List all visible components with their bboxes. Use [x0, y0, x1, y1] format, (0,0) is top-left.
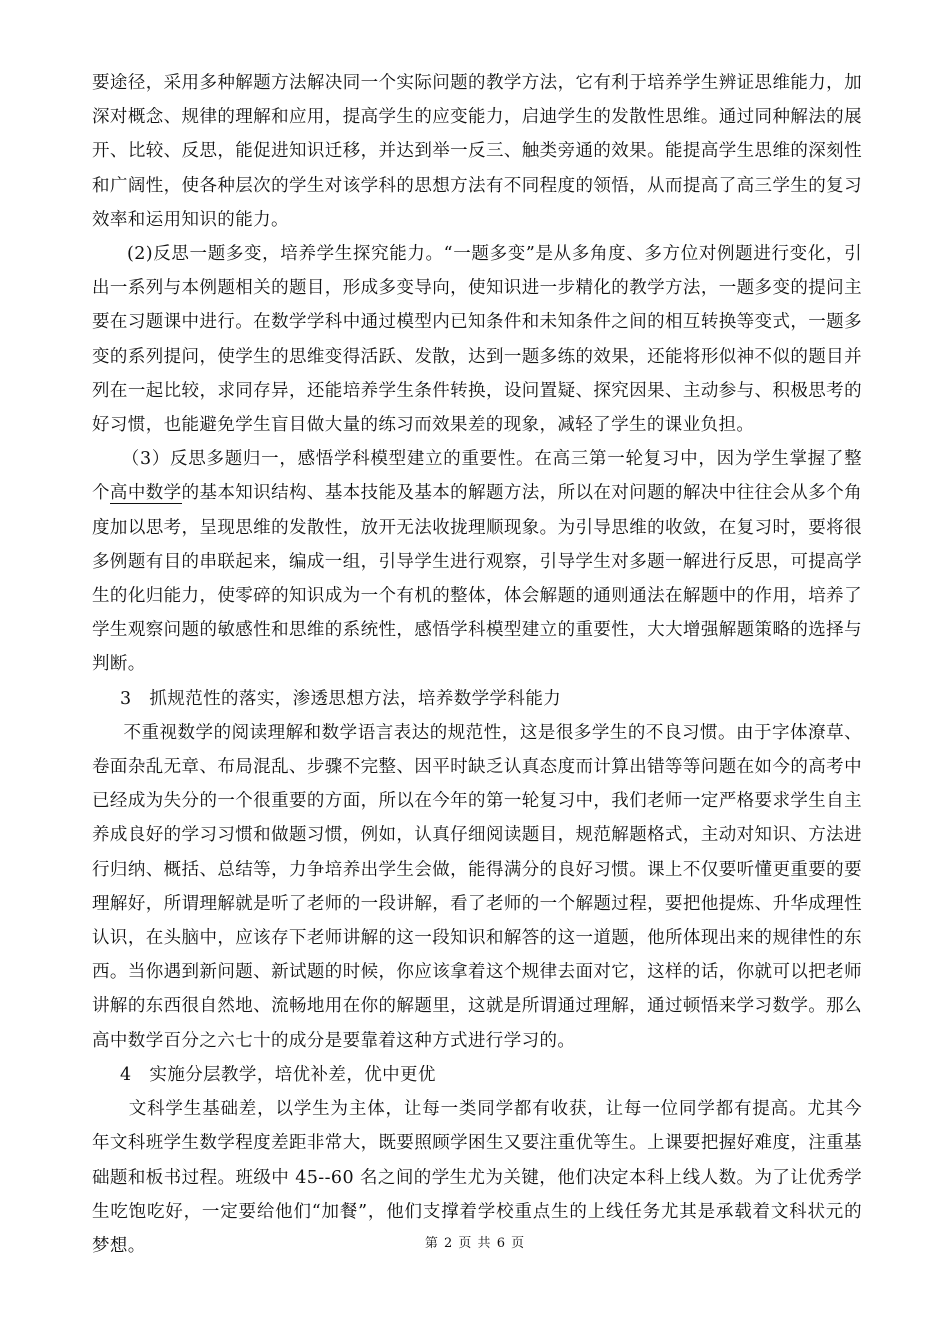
section-heading-4: 4 实施分层教学，培优补差，优中更优 [120, 1064, 436, 1085]
page-footer: 第 2 页 共 6 页 [424, 1236, 526, 1251]
section-heading-3: 3 抓规范性的落实，渗透思想方法，培养数学学科能力 [120, 688, 562, 709]
paragraph-item-3-text-a: （3）反思多题归一，感悟学科模型建立的重要性。在高三第一轮复习中，因为学生掌握了整个 [92, 449, 862, 504]
paragraph-item-3-text-b: 的基本知识结构、基本技能及基本的解题方法，所以在对问题的解决中往往会从多个角度加以思考，呈现思维的发散性，放开无法收拢理顺现象。为引导思维的收敛，在复习时，要将很多例题有目的串联起来，编成一组，引导学生进行观察，引导学生对多题一解进行反思，可提高学生的化归能力，使零碎的知识成为一个有机的整体，体会解题的通则通法在解题中的作用，培养了学生观察问题的敏感性和思维的系统性，感悟学科模型建立的重要性，大大增强解题策略的选择与判断。 [92, 483, 863, 675]
high-school-math-link[interactable]: 高中数学 [109, 483, 182, 504]
document-body [92, 66, 862, 1263]
paragraph-item-2: (2)反思一题多变，培养学生探究能力。“一题多变”是从多角度、多方位对例题进行变化，引出一系列与本例题相关的题目，形成多变导向，使知识进一步精化的教学方法，一题多变的提问主要在习题课中进行。在数学学科中通过模型内已知条件和未知条件之间的相互转换等变式，一题多变的系列提问，使学生的思维变得活跃、发散，达到一题多练的效果，还能将形似神不似的题目并列在一起比较，求同存异，还能培养学生条件转换，设问置疑、探究因果、主动参与、积极思考的好习惯，也能避免学生盲目做大量的练习而效果差的现象，减轻了学生的课业负担。 [92, 244, 862, 436]
section-4-body: 文科学生基础差，以学生为主体，让每一类同学都有收获，让每一位同学都有提高。尤其今年文科班学生数学程度差距非常大，既要照顾学困生又要注重优等生。上课要把握好难度，注重基础题和板书过程。班级中 45--60 名之间的学生尤为关键，他们决定本科上线人数。为了让优秀学生吃饱吃好，一定要给他们“加餐”，他们支撑着学校重点生的上线任务尤其是承载着文科状元的梦想。 [92, 1099, 862, 1256]
section-3-body: 不重视数学的阅读理解和数学语言表达的规范性，这是很多学生的不良习惯。由于字体潦草、卷面杂乱无章、布局混乱、步骤不完整、因平时缺乏认真态度而计算出错等等问题在如今的高考中已经成为失分的一个很重要的方面，所以在今年的第一轮复习中，我们老师一定严格要求学生自主养成良好的学习习惯和做题习惯，例如，认真仔细阅读题目，规范解题格式，主动对知识、方法进行归纳、概括、总结等，力争培养出学生会做，能得满分的良好习惯。课上不仅要听懂更重要的要理解好，所谓理解就是听了老师的一段讲解，看了老师的一个解题过程，要把他提炼、升华成理性认识，在头脑中，应该存下老师讲解的这一段知识和解答的这一道题，他所体现出来的规律性的东西。当你遇到新问题、新试题的时候，你应该拿着这个规律去面对它，这样的话，你就可以把老师讲解的东西很自然地、流畅地用在你的解题里，这就是所谓通过理解，通过顿悟来学习数学。那么高中数学百分之六七十的成分是要靠着这种方式进行学习的。 [92, 722, 862, 1051]
paragraph-continuation: 要途径，采用多种解题方法解决同一个实际问题的教学方法，它有利于培养学生辨证思维能力，加深对概念、规律的理解和应用，提高学生的应变能力，启迪学生的发散性思维。通过同种解法的展开、比较、反思，能促进知识迁移，并达到举一反三、触类旁通的效果。能提高学生思维的深刻性和广阔性，使各种层次的学生对该学科的思想方法有不同程度的领悟，从而提高了高三学生的复习效率和运用知识的能力。 [92, 73, 862, 230]
paragraph-item-3 [92, 442, 862, 681]
